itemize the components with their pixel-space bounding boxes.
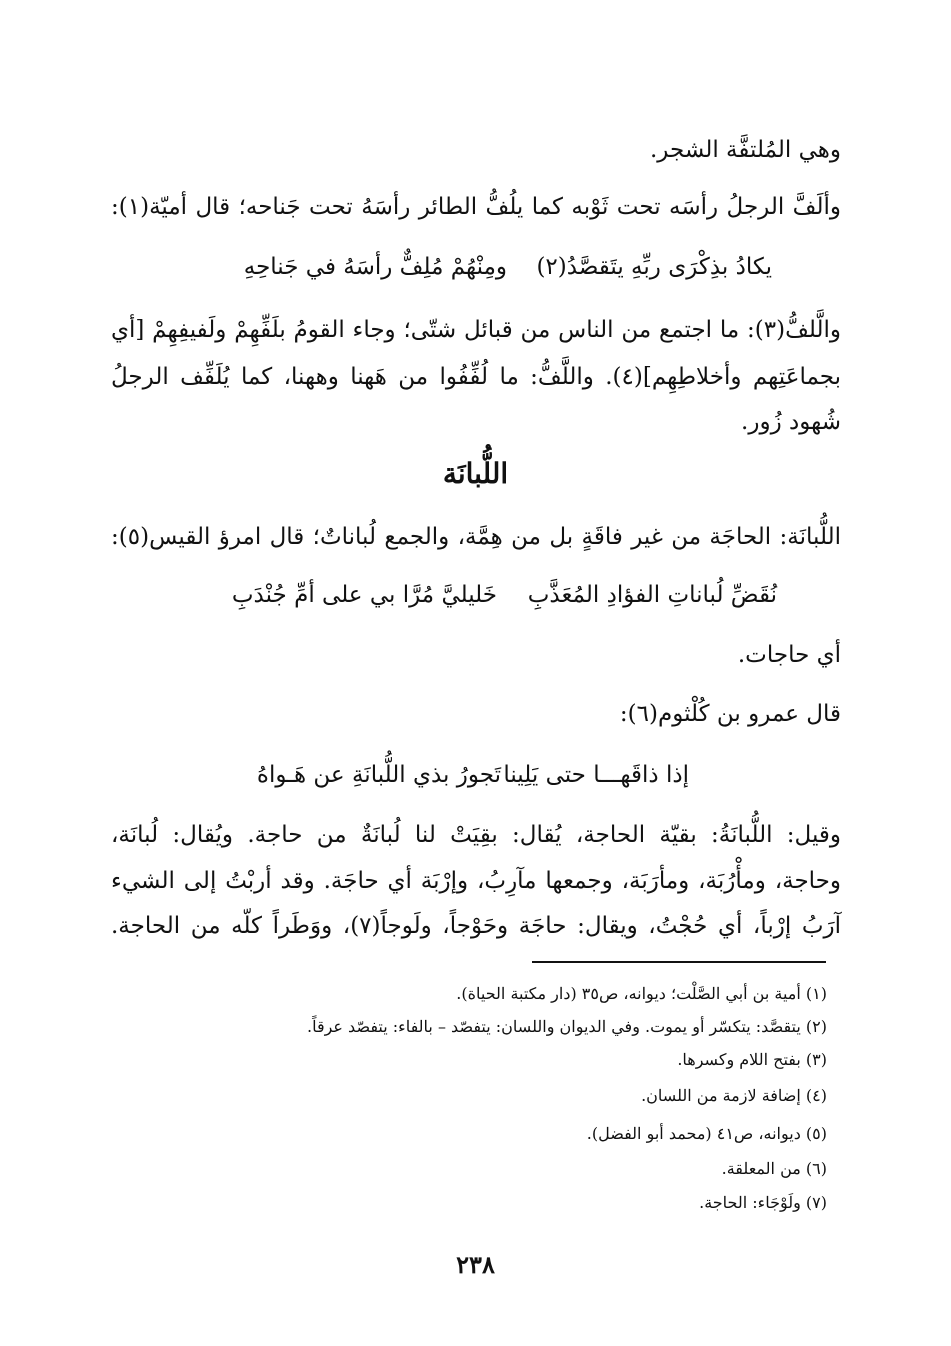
verse-second-hemistich: يكادُ بذِكْرَى ربِّهِ يتَقصَّدُ(٢) — [536, 254, 772, 280]
text-line: اللُّبانَة: الحاجَة من غير فاقَةٍ بل من هِمَّة، والجمع لُباناتٌ؛ قال امرؤ القيس(٥): — [111, 524, 841, 550]
text-line: وحاجة، ومأْرُبَة، ومأرَبَة، وجمعها مآرِبُ، وإرْبَة أي حاجَة. وقد أربْتُ إلى الشيء — [111, 868, 841, 894]
footnote: (٤) إضافة لازمة من اللسان. — [641, 1086, 827, 1105]
text-line: وهي المُلتفَّة الشجر. — [649, 137, 841, 163]
verse-second-hemistich: إذا ذاقَهـــا حتى يَلِينا — [503, 762, 689, 788]
text-line: أي حاجات. — [737, 642, 841, 668]
text-line: قال عمرو بن كُلْثوم(٦): — [619, 701, 841, 727]
footnote: (٦) من المعلقة. — [721, 1159, 827, 1178]
verse-first-hemistich: ومِنْهُمْ مُلِفٌّ رأسَهُ في جَناحِهِ — [243, 254, 507, 280]
footnote-separator — [532, 961, 826, 963]
footnote: (١) أمية بن أبي الصَّلْت؛ ديوانه، ص٣٥ (دار مكتبة الحياة). — [456, 984, 827, 1003]
footnote: (٧) ولَوْجَاء: الحاجة. — [699, 1193, 827, 1212]
verse-second-hemistich: نُقَضِّ لُباناتِ الفؤادِ المُعَذَّبِ — [527, 582, 777, 608]
text-line: آرَبُ إرْباً، أي حُجْتُ، ويقال: حاجَة وحَوْجاً، ولَوجاً(٧)، ووَطَراً كلّه من الحاجة. — [111, 913, 841, 939]
page-number: ٢٣٨ — [456, 1250, 495, 1279]
text-line: والَّلفُّ(٣): ما اجتمع من الناس من قبائل شتّى؛ وجاء القومُ بلَفِّهِمْ ولَفيفِهِمْ [أي — [111, 317, 841, 343]
text-line: بجماعَتِهم وأخلاطِهِم](٤). واللَّفُّ: ما لُفِّفُوا من هَهنا وههنا، كما يُلَفِّف الرجلُ — [111, 364, 841, 390]
text-line: وألَفَّ الرجلُ رأسَه تحت ثَوْبه كما يلُفُّ الطائر رأسَهُ تحت جَناحه؛ قال أميّة(١): — [111, 194, 841, 220]
verse-first-hemistich: خَليليَّ مُرَّا بي على أمِّ جُنْدَبِ — [231, 582, 497, 608]
section-heading: اللُّبانَة — [442, 457, 509, 490]
footnote: (٥) ديوانه، ص٤١ (محمد أبو الفضل). — [586, 1124, 827, 1143]
text-line: شُهود زُور. — [741, 409, 841, 435]
verse-first-hemistich: تَجورُ بذي اللُّبانَةِ عن هَـواهُ — [256, 762, 501, 788]
footnote: (٣) بفتح اللام وكسرها. — [677, 1050, 827, 1069]
footnote: (٢) يتقصَّد: يتكسّر أو يموت. وفي الديوان واللسان: يتفصّد – بالفاء: يتفصّد عرقاً. — [306, 1017, 827, 1036]
text-line: وقيل: اللُّبانَةُ: بقيّة الحاجة، يُقال: بقِيَتْ لنا لُبانَةٌ من حاجة. ويُقال: لُبانَة، — [111, 822, 841, 848]
